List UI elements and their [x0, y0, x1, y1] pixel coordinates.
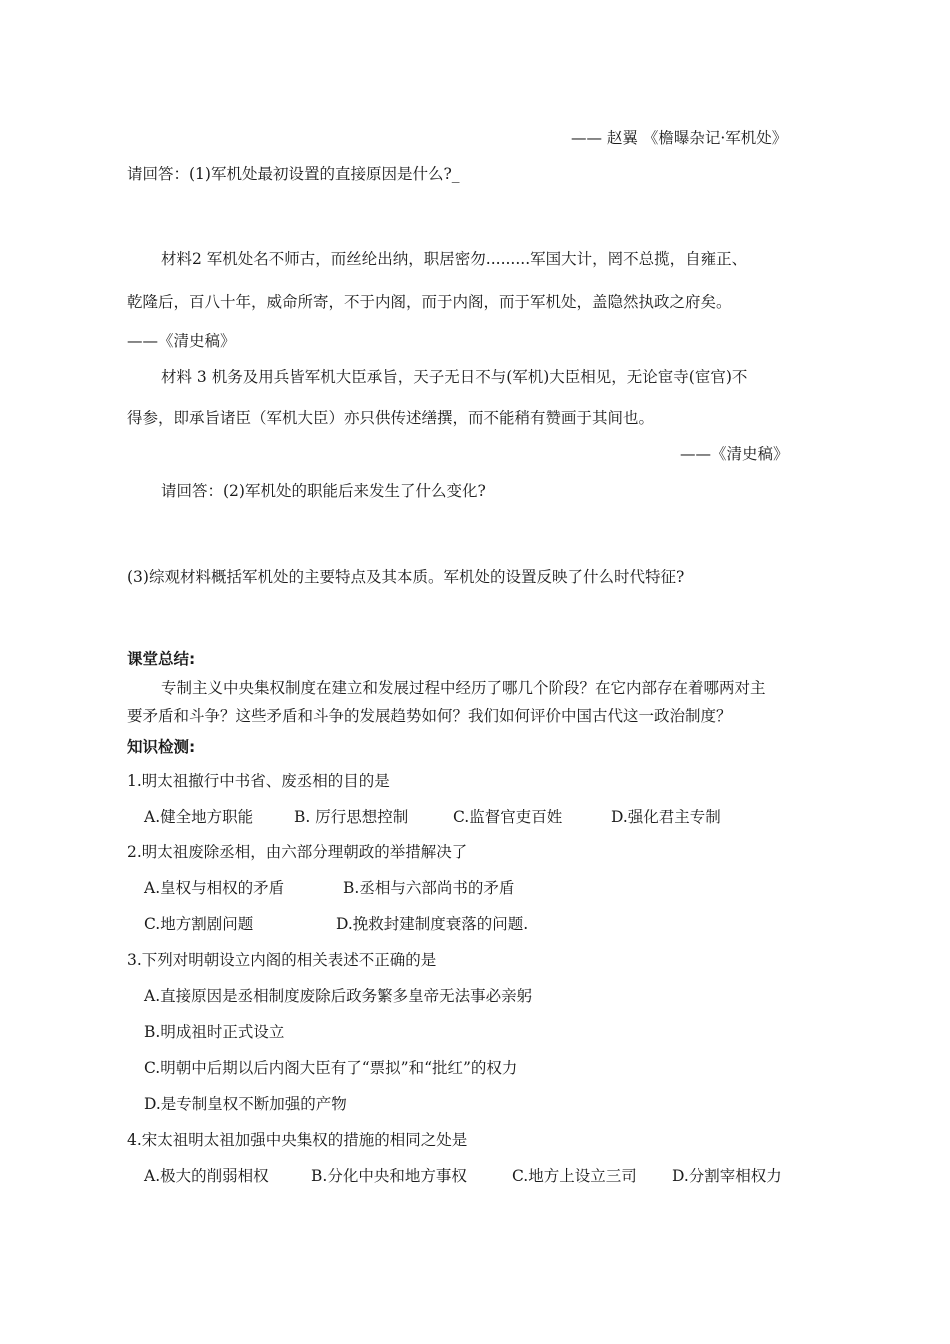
quiz-q2-stem: 2.明太祖废除丞相，由六部分理朝政的举措解决了: [127, 843, 468, 861]
quiz-q2-option-d: D.挽救封建制度衰落的问题.: [336, 915, 529, 933]
material3-source: ——《清史稿》: [680, 445, 789, 463]
quiz-q3-stem: 3.下列对明朝设立内阁的相关表述不正确的是: [127, 951, 437, 969]
summary-line1: 专制主义中央集权制度在建立和发展过程中经历了哪几个阶段？在它内部存在着哪两对主: [161, 679, 766, 697]
question-1: 请回答：(1)军机处最初设置的直接原因是什么?_: [127, 165, 460, 183]
material1-source: —— 赵翼 《檐曝杂记·军机处》: [571, 129, 788, 147]
quiz-heading: 知识检测:: [127, 738, 196, 756]
quiz-q1-option-c: C.监督官吏百姓: [453, 808, 563, 826]
quiz-q1-option-a: A.健全地方职能: [144, 808, 254, 826]
quiz-q1-option-d: D.强化君主专制: [611, 808, 721, 826]
quiz-q1-stem: 1.明太祖撤行中书省、废丞相的目的是: [127, 772, 390, 790]
quiz-q2-option-c: C.地方割剧问题: [144, 915, 254, 933]
summary-line2: 要矛盾和斗争？这些矛盾和斗争的发展趋势如何？我们如何评价中国古代这一政治制度？: [127, 707, 732, 725]
quiz-q3-option-c: C.明朝中后期以后内阁大臣有了“票拟”和“批红”的权力: [144, 1059, 518, 1077]
summary-heading: 课堂总结:: [127, 650, 196, 668]
quiz-q4-option-b: B.分化中央和地方事权: [311, 1167, 467, 1185]
quiz-q4-option-a: A.极大的削弱相权: [144, 1167, 269, 1185]
question-3: (3)综观材料概括军机处的主要特点及其本质。军机处的设置反映了什么时代特征?: [127, 568, 685, 586]
quiz-q2-option-a: A.皇权与相权的矛盾: [144, 879, 285, 897]
material3-line1: 材料 3 机务及用兵皆军机大臣承旨，天子无日不与(军机)大臣相见，无论宦寺(宦官)不: [161, 368, 748, 386]
quiz-q3-option-d: D.是专制皇权不断加强的产物: [144, 1095, 347, 1113]
quiz-q1-option-b: B. 厉行思想控制: [294, 808, 409, 826]
material2-source: ——《清史稿》: [127, 332, 236, 350]
quiz-q2-option-b: B.丞相与六部尚书的矛盾: [343, 879, 515, 897]
quiz-q3-option-b: B.明成祖时正式设立: [144, 1023, 285, 1041]
quiz-q4-option-c: C.地方上设立三司: [512, 1167, 637, 1185]
quiz-q4-stem: 4.宋太祖明太祖加强中央集权的措施的相同之处是: [127, 1131, 468, 1149]
material2-line2: 乾隆后，百八十年，威命所寄，不于内阁，而于内阁，而于军机处，盖隐然执政之府矣。: [127, 293, 732, 311]
quiz-q3-option-a: A.直接原因是丞相制度废除后政务繁多皇帝无法事必亲躬: [144, 987, 533, 1005]
question-2: 请回答：(2)军机处的职能后来发生了什么变化?: [161, 482, 486, 500]
quiz-q4-option-d: D.分割宰相权力: [672, 1167, 782, 1185]
material2-line1: 材料2 军机处名不师古，而丝纶出纳，职居密勿.........军国大计，罔不总揽，自雍正、: [161, 250, 748, 268]
material3-line2: 得参，即承旨诸臣（军机大臣）亦只供传述缮撰，而不能稍有赞画于其间也。: [127, 409, 655, 427]
